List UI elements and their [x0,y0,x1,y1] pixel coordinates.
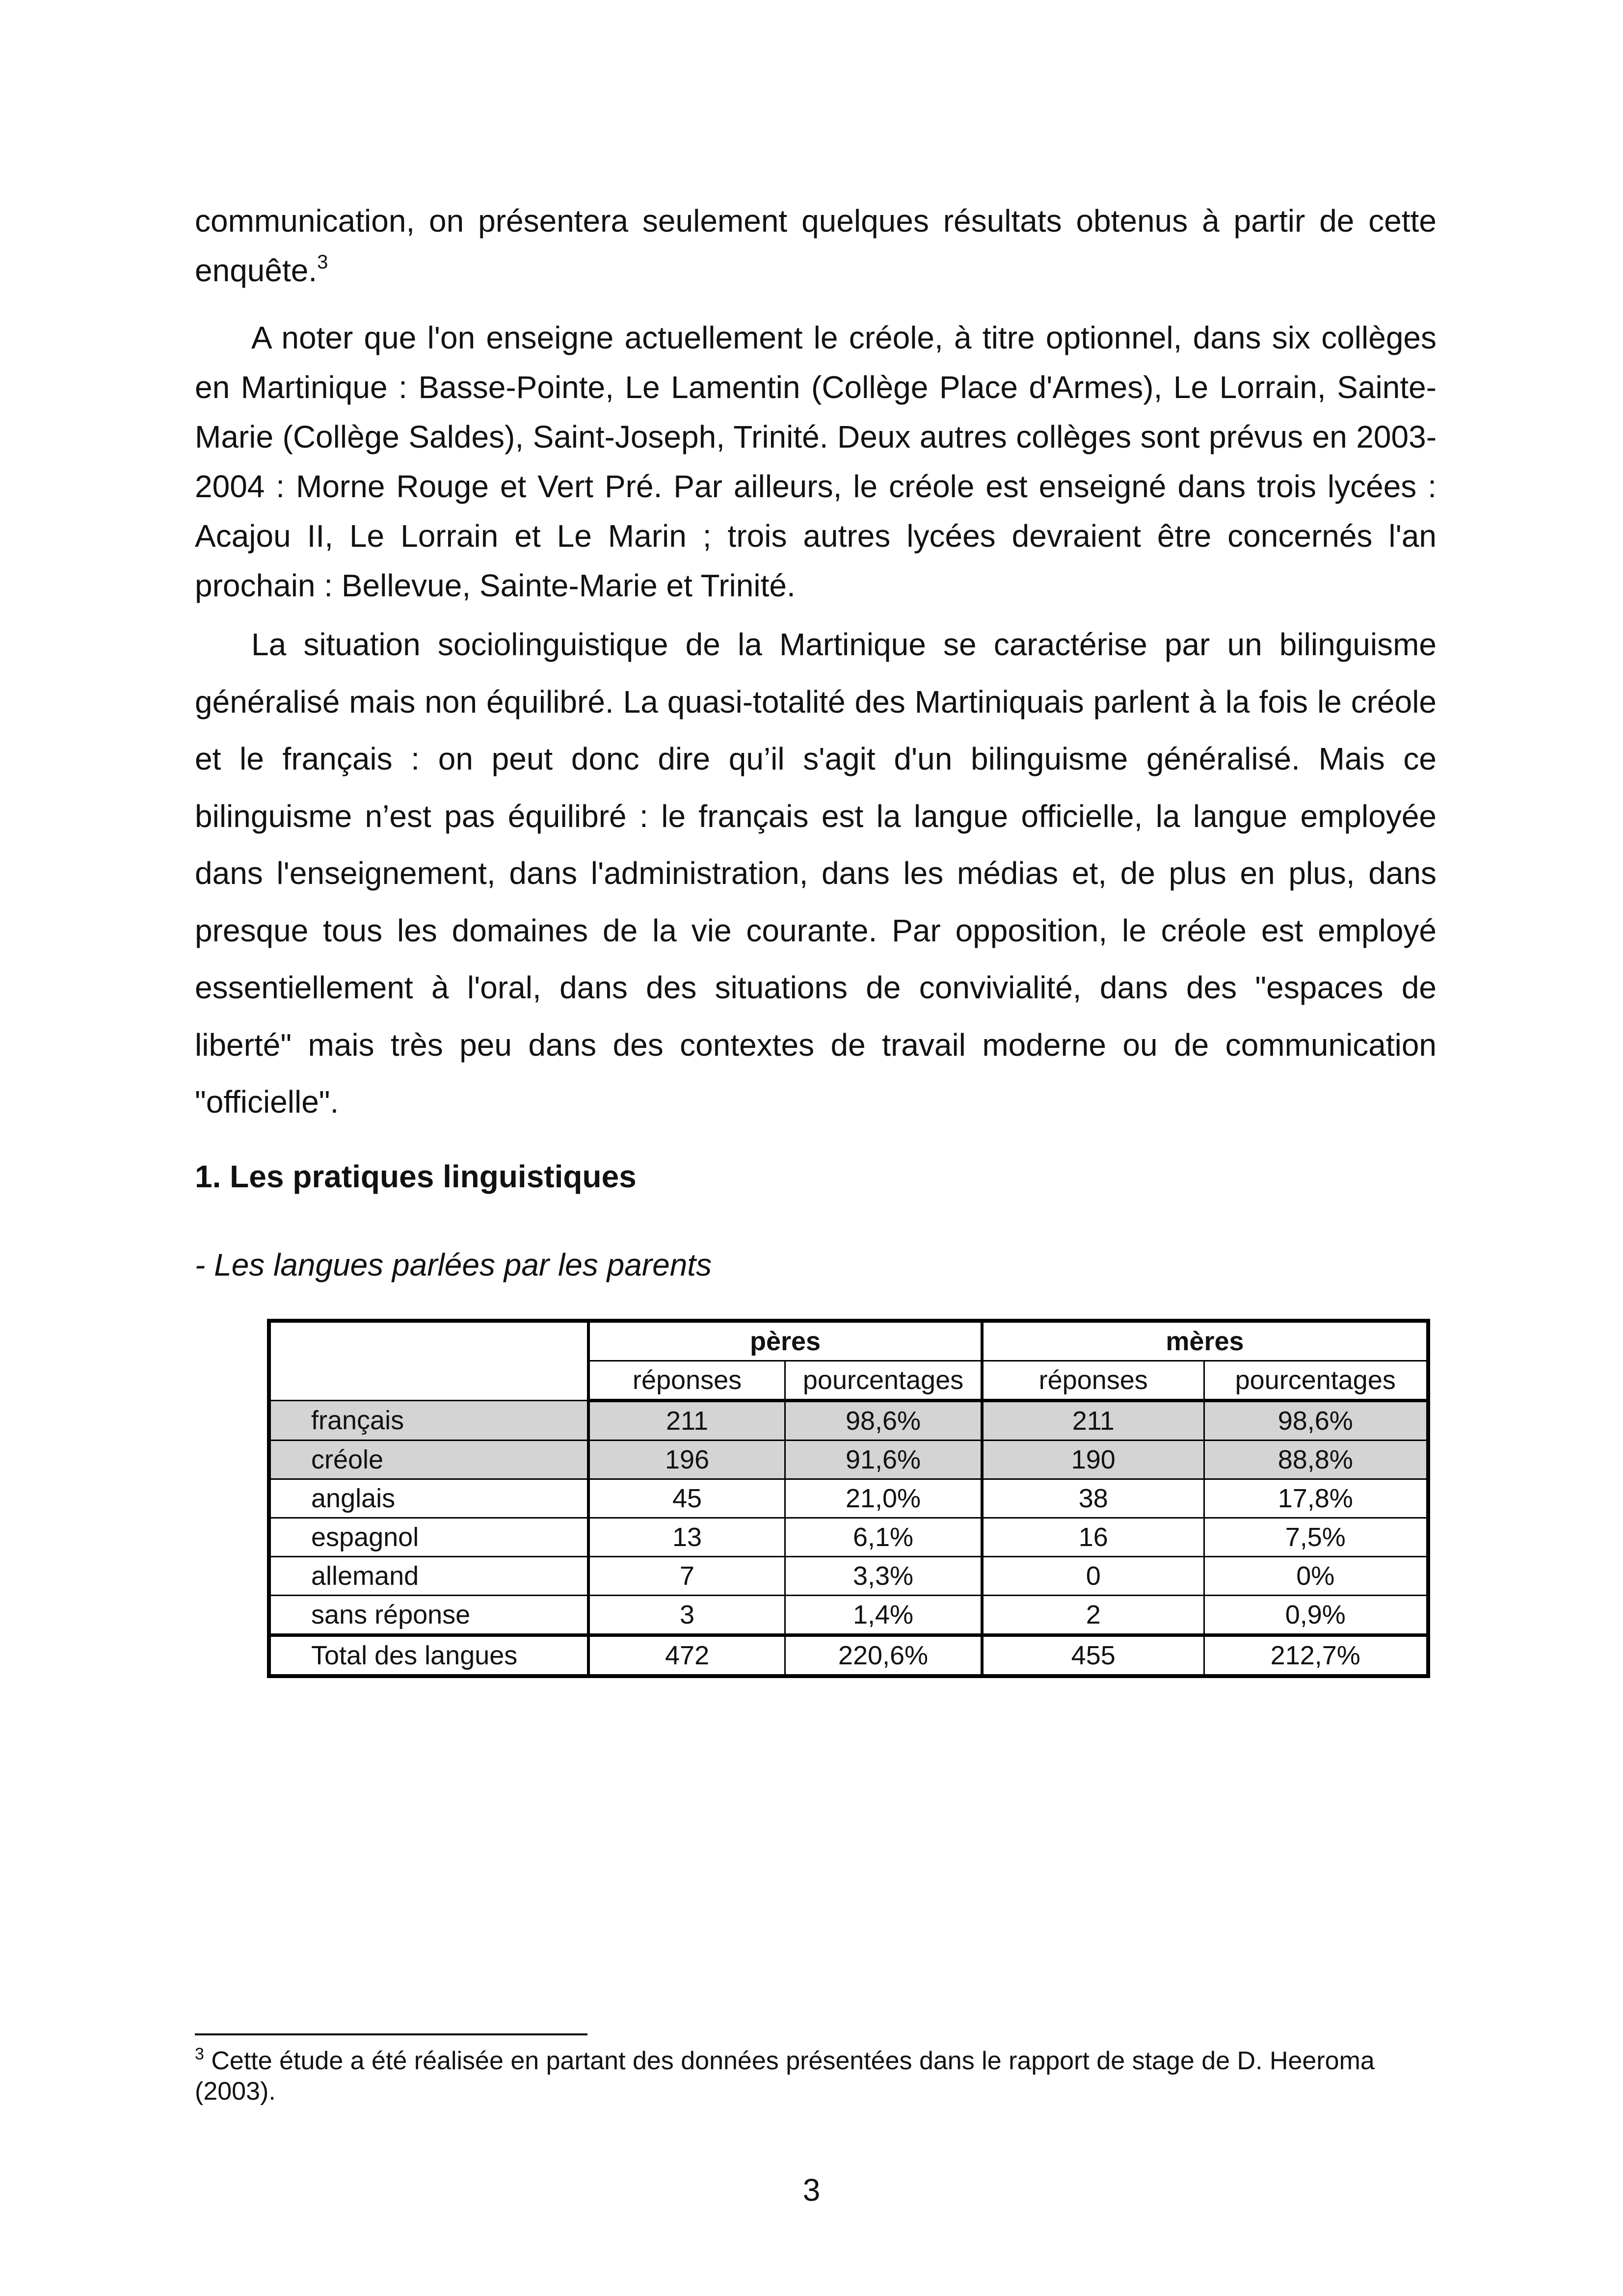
mothers-responses-cell: 190 [982,1441,1204,1479]
paragraph-intro [195,196,1437,295]
fathers-responses-cell: 211 [588,1401,785,1441]
row-label: anglais [269,1479,588,1518]
fathers-percentage-cell: 220,6% [785,1635,982,1677]
mothers-responses-cell: 211 [982,1401,1204,1441]
table-row [269,1557,1428,1596]
fathers-percentage-cell: 6,1% [785,1518,982,1557]
paragraph-creole-teaching [195,313,1437,611]
mothers-responses-cell: 38 [982,1479,1204,1518]
languages-table [267,1319,1430,1678]
row-label: français [269,1401,588,1441]
fathers-responses-cell: 472 [588,1635,785,1677]
column-header-percentages: pourcentages [785,1361,982,1401]
fathers-responses-cell: 3 [588,1596,785,1635]
table-row [269,1518,1428,1557]
table-row [269,1401,1428,1441]
mothers-percentage-cell: 88,8% [1204,1441,1428,1479]
section-heading: 1. Les pratiques linguistiques [195,1159,637,1194]
mothers-responses-cell: 0 [982,1557,1204,1596]
row-label: créole [269,1441,588,1479]
fathers-responses-cell: 196 [588,1441,785,1479]
footnote-text: Cette étude a été réalisée en partant des données présentées dans le rapport de stage de D. Heeroma (2003). [195,2047,1375,2106]
mothers-percentage-cell: 7,5% [1204,1518,1428,1557]
mothers-percentage-cell: 0% [1204,1557,1428,1596]
page-number: 3 [802,2172,821,2208]
mothers-percentage-cell: 98,6% [1204,1401,1428,1441]
group-header-fathers: pères [588,1321,982,1361]
fathers-responses-cell: 45 [588,1479,785,1518]
table-row [269,1596,1428,1635]
table-corner-cell [269,1321,588,1401]
footnote [195,2046,1432,2107]
table-header-row-groups [269,1321,1428,1361]
mothers-percentage-cell: 0,9% [1204,1596,1428,1635]
footnote-reference: 3 [317,251,328,273]
table-caption: - Les langues parlées par les parents [195,1247,712,1282]
footnote-divider [195,2033,587,2035]
paragraph-sociolinguistic-situation [195,616,1437,1131]
fathers-percentage-cell: 98,6% [785,1401,982,1441]
group-header-mothers: mères [982,1321,1428,1361]
mothers-percentage-cell: 17,8% [1204,1479,1428,1518]
fathers-percentage-cell: 91,6% [785,1441,982,1479]
fathers-percentage-cell: 1,4% [785,1596,982,1635]
paragraph-creole-teaching-text: A noter que l'on enseigne actuellement le créole, à titre optionnel, dans six collèges en Martinique : Basse-Pointe, Le Lamentin (Collège Place d'Armes), Le Lorrain, Sainte-Marie (Collège Saldes), Saint-Joseph, Trinité. Deux autres collèges sont prévus en 2003-2004 : Morne Rouge et Vert Pré. Par ailleurs, le créole est enseigné dans trois lycées : Acajou II, Le Lorrain et Le Marin ; trois autres lycées devraient être concernés l'an prochain : Bellevue, Sainte-Marie et Trinité. [195,320,1437,603]
mothers-responses-cell: 2 [982,1596,1204,1635]
languages-table-body [269,1321,1428,1676]
mothers-responses-cell: 16 [982,1518,1204,1557]
paragraph-sociolinguistic-text: La situation sociolinguistique de la Martinique se caractérise par un bilinguisme généralisé mais non équilibré. La quasi-totalité des Martiniquais parlent à la fois le créole et le français : on peut donc dire qu’il s'agit d'un bilinguisme généralisé. Mais ce bilinguisme n’est pas équilibré : le français est la langue officielle, la langue employée dans l'enseignement, dans l'administration, dans les médias et, de plus en plus, dans presque tous les domaines de la vie courante. Par opposition, le créole est employé essentiellement à l'oral, dans des situations de convivialité, dans des "espaces de liberté" mais très peu dans des contextes de travail moderne ou de communication "officielle". [195,627,1437,1120]
table-row [269,1479,1428,1518]
table-row [269,1441,1428,1479]
mothers-percentage-cell: 212,7% [1204,1635,1428,1677]
footnote-marker: 3 [195,2044,204,2063]
fathers-responses-cell: 7 [588,1557,785,1596]
row-label: sans réponse [269,1596,588,1635]
fathers-percentage-cell: 21,0% [785,1479,982,1518]
column-header-percentages: pourcentages [1204,1361,1428,1401]
table-total-row [269,1635,1428,1677]
mothers-responses-cell: 455 [982,1635,1204,1677]
fathers-responses-cell: 13 [588,1518,785,1557]
column-header-responses: réponses [982,1361,1204,1401]
paragraph-intro-text: communication, on présentera seulement quelques résultats obtenus à partir de cette enquête. [195,203,1437,288]
row-label: allemand [269,1557,588,1596]
column-header-responses: réponses [588,1361,785,1401]
row-label: espagnol [269,1518,588,1557]
row-label: Total des langues [269,1635,588,1677]
fathers-percentage-cell: 3,3% [785,1557,982,1596]
